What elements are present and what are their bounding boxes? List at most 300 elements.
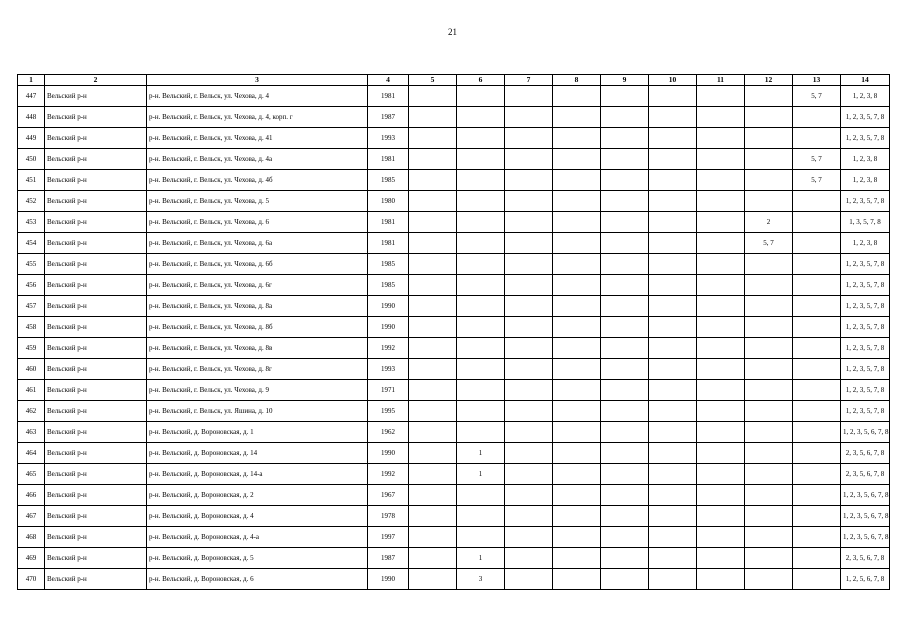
col10-cell: [649, 443, 697, 464]
district-cell: Вельский р-н: [45, 254, 147, 275]
table-row: [18, 317, 890, 338]
col14-cell: 1, 2, 3, 5, 7, 8: [841, 254, 890, 275]
col11-cell: [697, 338, 745, 359]
col13-cell: [793, 338, 841, 359]
year-cell: 1990: [368, 443, 409, 464]
col7-cell: [505, 233, 553, 254]
table-row: [18, 233, 890, 254]
col6-cell: [457, 422, 505, 443]
col13-cell: [793, 506, 841, 527]
col6-cell: [457, 212, 505, 233]
table-row: [18, 275, 890, 296]
col10-cell: [649, 338, 697, 359]
district-cell: Вельский р-н: [45, 506, 147, 527]
column-header-11: 11: [697, 75, 745, 86]
column-header-12: 12: [745, 75, 793, 86]
col11-cell: [697, 443, 745, 464]
col6-cell: [457, 149, 505, 170]
col11-cell: [697, 527, 745, 548]
district-cell: Вельский р-н: [45, 86, 147, 107]
col14-cell: 1, 2, 3, 5, 7, 8: [841, 401, 890, 422]
table-row: [18, 485, 890, 506]
col8-cell: [553, 380, 601, 401]
col6-cell: [457, 107, 505, 128]
address-cell: р-н. Вельский, г. Вельск, ул. Чехова, д. 9: [147, 380, 368, 401]
district-cell: Вельский р-н: [45, 569, 147, 590]
col11-cell: [697, 212, 745, 233]
col6-cell: 3: [457, 569, 505, 590]
row-number: 449: [18, 128, 45, 149]
col10-cell: [649, 128, 697, 149]
col5-cell: [409, 128, 457, 149]
table-row: [18, 422, 890, 443]
year-cell: 1987: [368, 548, 409, 569]
row-number: 464: [18, 443, 45, 464]
col11-cell: [697, 128, 745, 149]
col9-cell: [601, 380, 649, 401]
col12-cell: [745, 338, 793, 359]
address-cell: р-н. Вельский, г. Вельск, ул. Чехова, д. 8г: [147, 359, 368, 380]
district-cell: Вельский р-н: [45, 149, 147, 170]
row-number: 461: [18, 380, 45, 401]
col7-cell: [505, 275, 553, 296]
col8-cell: [553, 296, 601, 317]
col8-cell: [553, 128, 601, 149]
col12-cell: [745, 401, 793, 422]
col14-cell: 2, 3, 5, 6, 7, 8: [841, 464, 890, 485]
col5-cell: [409, 527, 457, 548]
col9-cell: [601, 233, 649, 254]
col12-cell: [745, 506, 793, 527]
col6-cell: [457, 275, 505, 296]
col12-cell: [745, 464, 793, 485]
col7-cell: [505, 527, 553, 548]
col10-cell: [649, 317, 697, 338]
col12-cell: [745, 296, 793, 317]
year-cell: 1981: [368, 233, 409, 254]
table-row: [18, 107, 890, 128]
col8-cell: [553, 86, 601, 107]
col14-cell: 1, 2, 3, 5, 7, 8: [841, 191, 890, 212]
col13-cell: [793, 107, 841, 128]
col13-cell: [793, 359, 841, 380]
row-number: 468: [18, 527, 45, 548]
col6-cell: [457, 233, 505, 254]
address-cell: р-н. Вельский, г. Вельск, ул. Чехова, д. 6г: [147, 275, 368, 296]
row-number: 454: [18, 233, 45, 254]
col7-cell: [505, 548, 553, 569]
col7-cell: [505, 317, 553, 338]
col5-cell: [409, 422, 457, 443]
col12-cell: [745, 191, 793, 212]
col10-cell: [649, 233, 697, 254]
col9-cell: [601, 569, 649, 590]
col5-cell: [409, 443, 457, 464]
col6-cell: [457, 401, 505, 422]
col10-cell: [649, 107, 697, 128]
col8-cell: [553, 422, 601, 443]
col5-cell: [409, 296, 457, 317]
col13-cell: [793, 128, 841, 149]
col6-cell: [457, 359, 505, 380]
col5-cell: [409, 191, 457, 212]
address-cell: р-н. Вельский, г. Вельск, ул. Чехова, д. 5: [147, 191, 368, 212]
table-row: [18, 212, 890, 233]
col10-cell: [649, 464, 697, 485]
address-cell: р-н. Вельский, д. Вороновская, д. 14-а: [147, 464, 368, 485]
col13-cell: [793, 464, 841, 485]
col14-cell: 1, 2, 3, 5, 7, 8: [841, 380, 890, 401]
table-row: [18, 191, 890, 212]
col11-cell: [697, 254, 745, 275]
col14-cell: 1, 2, 3, 5, 7, 8: [841, 359, 890, 380]
col9-cell: [601, 212, 649, 233]
col14-cell: 1, 2, 3, 5, 7, 8: [841, 275, 890, 296]
address-cell: р-н. Вельский, д. Вороновская, д. 1: [147, 422, 368, 443]
col8-cell: [553, 569, 601, 590]
col13-cell: [793, 401, 841, 422]
col5-cell: [409, 275, 457, 296]
col11-cell: [697, 380, 745, 401]
col6-cell: [457, 317, 505, 338]
col12-cell: [745, 254, 793, 275]
col10-cell: [649, 527, 697, 548]
col9-cell: [601, 359, 649, 380]
col8-cell: [553, 338, 601, 359]
row-number: 469: [18, 548, 45, 569]
col7-cell: [505, 170, 553, 191]
col10-cell: [649, 212, 697, 233]
col14-cell: 1, 2, 3, 5, 6, 7, 8: [841, 527, 890, 548]
col12-cell: [745, 443, 793, 464]
col11-cell: [697, 401, 745, 422]
col5-cell: [409, 380, 457, 401]
col5-cell: [409, 338, 457, 359]
col12-cell: [745, 275, 793, 296]
address-cell: р-н. Вельский, г. Вельск, ул. Яшина, д. 10: [147, 401, 368, 422]
col8-cell: [553, 485, 601, 506]
district-cell: Вельский р-н: [45, 128, 147, 149]
table-row: [18, 569, 890, 590]
district-cell: Вельский р-н: [45, 359, 147, 380]
col11-cell: [697, 485, 745, 506]
col12-cell: 5, 7: [745, 233, 793, 254]
year-cell: 1967: [368, 485, 409, 506]
col12-cell: [745, 569, 793, 590]
district-cell: Вельский р-н: [45, 275, 147, 296]
col5-cell: [409, 233, 457, 254]
col13-cell: [793, 485, 841, 506]
col5-cell: [409, 506, 457, 527]
col10-cell: [649, 548, 697, 569]
col12-cell: [745, 485, 793, 506]
row-number: 451: [18, 170, 45, 191]
district-cell: Вельский р-н: [45, 380, 147, 401]
col10-cell: [649, 86, 697, 107]
col8-cell: [553, 107, 601, 128]
year-cell: 1962: [368, 422, 409, 443]
col10-cell: [649, 569, 697, 590]
col10-cell: [649, 275, 697, 296]
col7-cell: [505, 107, 553, 128]
column-header-3: 3: [147, 75, 368, 86]
col7-cell: [505, 149, 553, 170]
year-cell: 1992: [368, 338, 409, 359]
col5-cell: [409, 317, 457, 338]
year-cell: 1985: [368, 275, 409, 296]
district-cell: Вельский р-н: [45, 485, 147, 506]
col13-cell: [793, 296, 841, 317]
col10-cell: [649, 380, 697, 401]
year-cell: 1995: [368, 401, 409, 422]
col6-cell: [457, 485, 505, 506]
table-row: [18, 359, 890, 380]
district-cell: Вельский р-н: [45, 317, 147, 338]
col5-cell: [409, 107, 457, 128]
column-header-1: 1: [18, 75, 45, 86]
table-row: [18, 149, 890, 170]
col10-cell: [649, 254, 697, 275]
row-number: 448: [18, 107, 45, 128]
col6-cell: [457, 170, 505, 191]
column-header-2: 2: [45, 75, 147, 86]
col8-cell: [553, 464, 601, 485]
address-cell: р-н. Вельский, д. Вороновская, д. 4: [147, 506, 368, 527]
row-number: 459: [18, 338, 45, 359]
col14-cell: 1, 2, 3, 5, 6, 7, 8: [841, 422, 890, 443]
col10-cell: [649, 485, 697, 506]
year-cell: 1981: [368, 86, 409, 107]
col7-cell: [505, 401, 553, 422]
row-number: 447: [18, 86, 45, 107]
col8-cell: [553, 506, 601, 527]
col8-cell: [553, 254, 601, 275]
col12-cell: [745, 86, 793, 107]
address-cell: р-н. Вельский, д. Вороновская, д. 5: [147, 548, 368, 569]
col9-cell: [601, 170, 649, 191]
col7-cell: [505, 506, 553, 527]
row-number: 462: [18, 401, 45, 422]
col8-cell: [553, 170, 601, 191]
col12-cell: [745, 317, 793, 338]
year-cell: 1990: [368, 296, 409, 317]
col7-cell: [505, 422, 553, 443]
col13-cell: 5, 7: [793, 149, 841, 170]
col13-cell: [793, 548, 841, 569]
col9-cell: [601, 275, 649, 296]
table-row: [18, 296, 890, 317]
col11-cell: [697, 233, 745, 254]
col11-cell: [697, 296, 745, 317]
page-number: 21: [448, 27, 457, 37]
district-cell: Вельский р-н: [45, 464, 147, 485]
col5-cell: [409, 359, 457, 380]
col9-cell: [601, 296, 649, 317]
col5-cell: [409, 149, 457, 170]
col14-cell: 1, 2, 3, 5, 7, 8: [841, 317, 890, 338]
row-number: 456: [18, 275, 45, 296]
col14-cell: 1, 2, 3, 5, 6, 7, 8: [841, 485, 890, 506]
col14-cell: 1, 2, 3, 5, 7, 8: [841, 338, 890, 359]
col14-cell: 2, 3, 5, 6, 7, 8: [841, 443, 890, 464]
col11-cell: [697, 86, 745, 107]
column-header-8: 8: [553, 75, 601, 86]
col13-cell: [793, 443, 841, 464]
year-cell: 1971: [368, 380, 409, 401]
col8-cell: [553, 317, 601, 338]
col11-cell: [697, 422, 745, 443]
col10-cell: [649, 401, 697, 422]
district-cell: Вельский р-н: [45, 107, 147, 128]
row-number: 458: [18, 317, 45, 338]
row-number: 455: [18, 254, 45, 275]
row-number: 452: [18, 191, 45, 212]
col8-cell: [553, 401, 601, 422]
col10-cell: [649, 506, 697, 527]
col12-cell: [745, 380, 793, 401]
district-cell: Вельский р-н: [45, 401, 147, 422]
col14-cell: 1, 2, 3, 8: [841, 86, 890, 107]
col13-cell: 5, 7: [793, 170, 841, 191]
col9-cell: [601, 86, 649, 107]
col11-cell: [697, 317, 745, 338]
col13-cell: [793, 191, 841, 212]
header-row: [18, 75, 890, 86]
col8-cell: [553, 149, 601, 170]
district-cell: Вельский р-н: [45, 527, 147, 548]
col7-cell: [505, 254, 553, 275]
col7-cell: [505, 338, 553, 359]
year-cell: 1997: [368, 527, 409, 548]
table-row: [18, 170, 890, 191]
col11-cell: [697, 359, 745, 380]
row-number: 453: [18, 212, 45, 233]
col14-cell: 1, 2, 3, 5, 7, 8: [841, 107, 890, 128]
col9-cell: [601, 401, 649, 422]
address-cell: р-н. Вельский, г. Вельск, ул. Чехова, д. 6а: [147, 233, 368, 254]
column-header-7: 7: [505, 75, 553, 86]
col7-cell: [505, 86, 553, 107]
col14-cell: 1, 2, 5, 6, 7, 8: [841, 569, 890, 590]
col13-cell: [793, 233, 841, 254]
col5-cell: [409, 86, 457, 107]
col11-cell: [697, 569, 745, 590]
col8-cell: [553, 233, 601, 254]
col9-cell: [601, 191, 649, 212]
col8-cell: [553, 359, 601, 380]
column-header-5: 5: [409, 75, 457, 86]
table-row: [18, 254, 890, 275]
year-cell: 1985: [368, 254, 409, 275]
col7-cell: [505, 128, 553, 149]
col13-cell: [793, 422, 841, 443]
col12-cell: [745, 107, 793, 128]
row-number: 466: [18, 485, 45, 506]
col12-cell: 2: [745, 212, 793, 233]
col12-cell: [745, 422, 793, 443]
col7-cell: [505, 485, 553, 506]
col8-cell: [553, 191, 601, 212]
col6-cell: [457, 254, 505, 275]
row-number: 457: [18, 296, 45, 317]
col6-cell: [457, 338, 505, 359]
year-cell: 1981: [368, 212, 409, 233]
col6-cell: [457, 296, 505, 317]
col6-cell: [457, 527, 505, 548]
col12-cell: [745, 359, 793, 380]
column-header-6: 6: [457, 75, 505, 86]
table-row: [18, 401, 890, 422]
col6-cell: [457, 191, 505, 212]
col14-cell: 2, 3, 5, 6, 7, 8: [841, 548, 890, 569]
year-cell: 1993: [368, 128, 409, 149]
col13-cell: [793, 212, 841, 233]
col13-cell: [793, 275, 841, 296]
year-cell: 1985: [368, 170, 409, 191]
col6-cell: [457, 86, 505, 107]
col6-cell: 1: [457, 443, 505, 464]
col11-cell: [697, 548, 745, 569]
col14-cell: 1, 2, 3, 8: [841, 170, 890, 191]
col13-cell: 5, 7: [793, 86, 841, 107]
row-number: 470: [18, 569, 45, 590]
col7-cell: [505, 443, 553, 464]
col7-cell: [505, 359, 553, 380]
district-cell: Вельский р-н: [45, 338, 147, 359]
address-cell: р-н. Вельский, г. Вельск, ул. Чехова, д. 4, корп. г: [147, 107, 368, 128]
row-number: 467: [18, 506, 45, 527]
col14-cell: 1, 2, 3, 8: [841, 233, 890, 254]
col7-cell: [505, 380, 553, 401]
table-row: [18, 128, 890, 149]
district-cell: Вельский р-н: [45, 443, 147, 464]
address-cell: р-н. Вельский, г. Вельск, ул. Чехова, д. 4б: [147, 170, 368, 191]
col8-cell: [553, 548, 601, 569]
column-header-9: 9: [601, 75, 649, 86]
col7-cell: [505, 296, 553, 317]
col7-cell: [505, 569, 553, 590]
year-cell: 1990: [368, 317, 409, 338]
table-row: [18, 86, 890, 107]
district-cell: Вельский р-н: [45, 212, 147, 233]
table-row: [18, 380, 890, 401]
col5-cell: [409, 485, 457, 506]
col9-cell: [601, 254, 649, 275]
col12-cell: [745, 170, 793, 191]
col6-cell: [457, 128, 505, 149]
col5-cell: [409, 254, 457, 275]
col7-cell: [505, 464, 553, 485]
year-cell: 1987: [368, 107, 409, 128]
address-cell: р-н. Вельский, д. Вороновская, д. 14: [147, 443, 368, 464]
address-cell: р-н. Вельский, г. Вельск, ул. Чехова, д. 8а: [147, 296, 368, 317]
col14-cell: 1, 2, 3, 5, 6, 7, 8: [841, 506, 890, 527]
registry-table: [17, 74, 890, 590]
col8-cell: [553, 275, 601, 296]
col5-cell: [409, 569, 457, 590]
address-cell: р-н. Вельский, г. Вельск, ул. Чехова, д. 4: [147, 86, 368, 107]
year-cell: 1980: [368, 191, 409, 212]
year-cell: 1990: [368, 569, 409, 590]
column-header-13: 13: [793, 75, 841, 86]
district-cell: Вельский р-н: [45, 170, 147, 191]
address-cell: р-н. Вельский, г. Вельск, ул. Чехова, д. 41: [147, 128, 368, 149]
year-cell: 1978: [368, 506, 409, 527]
col13-cell: [793, 254, 841, 275]
col5-cell: [409, 170, 457, 191]
col11-cell: [697, 107, 745, 128]
district-cell: Вельский р-н: [45, 191, 147, 212]
